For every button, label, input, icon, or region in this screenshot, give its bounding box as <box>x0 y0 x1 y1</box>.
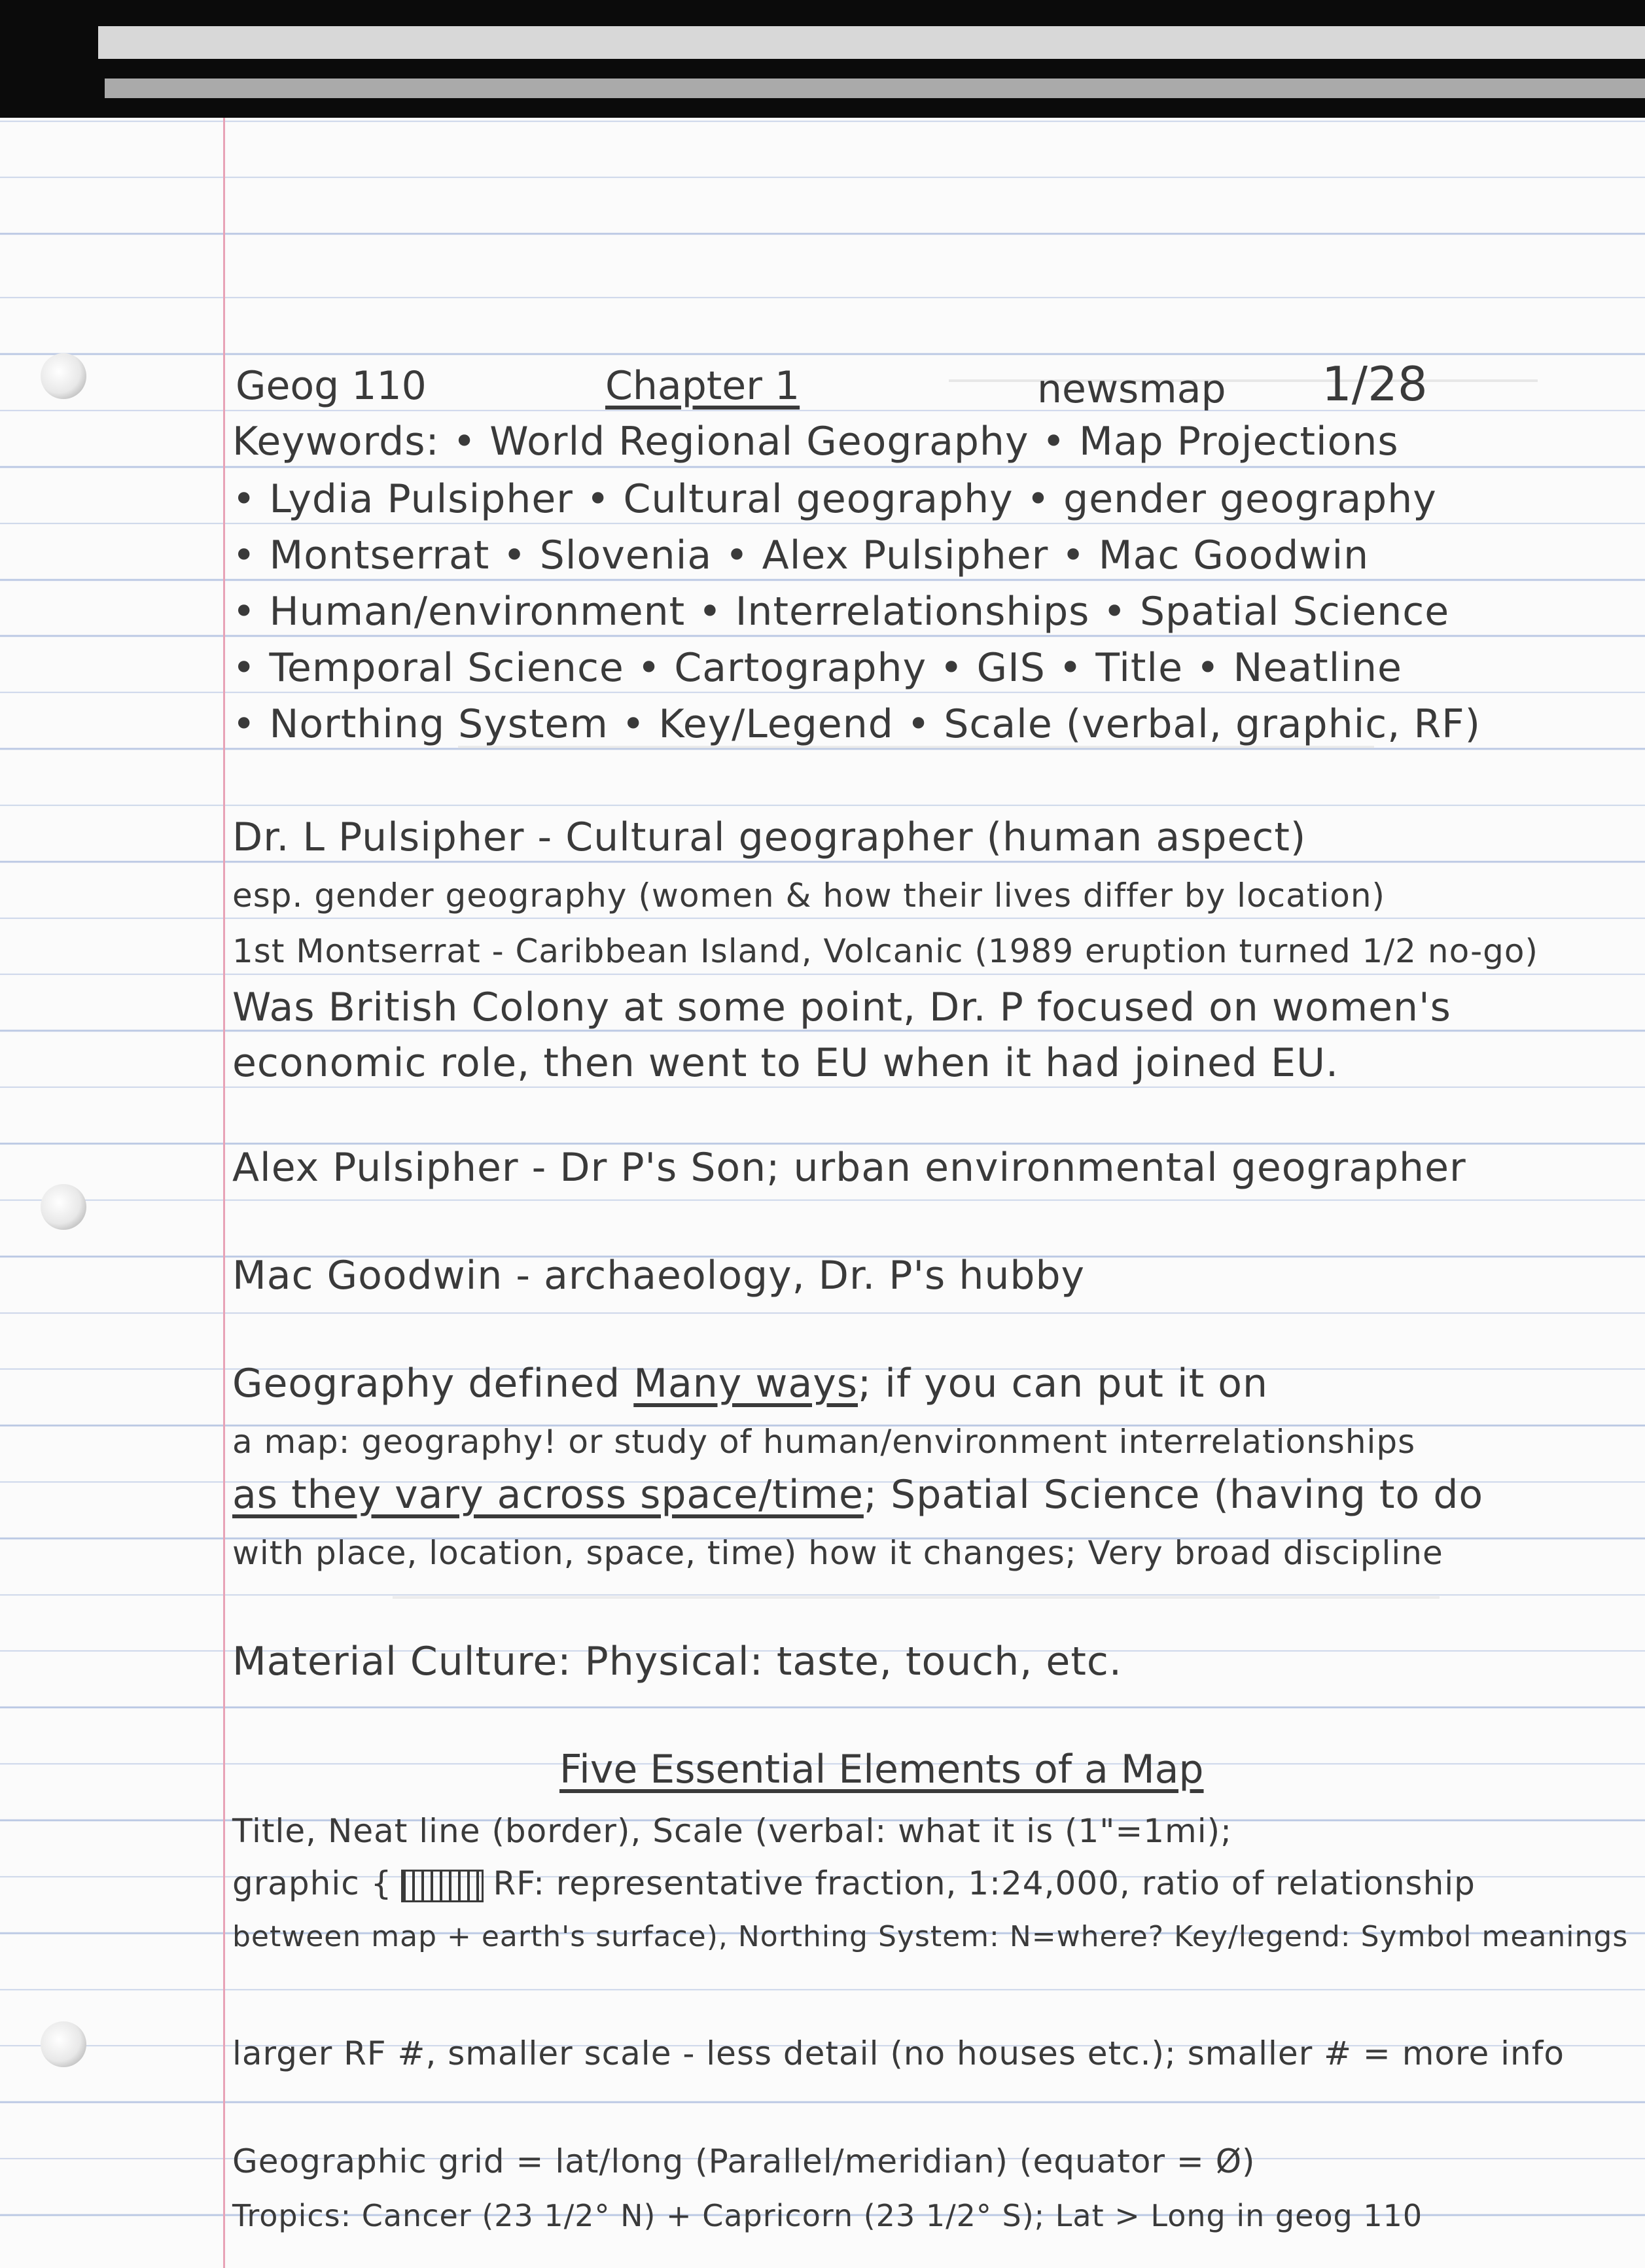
tropics-line: Tropics: Cancer (23 1/2° N) + Capricorn (23 1/2° S); Lat > Long in geog 110 <box>232 2198 1423 2233</box>
keywords-item: • World Regional Geography • Map Projections <box>452 419 1399 464</box>
paper-stack-edge <box>98 26 1645 59</box>
spatial-science-text: ; Spatial Science (having to do <box>863 1472 1484 1518</box>
binder-hole-bottom <box>41 2021 86 2067</box>
five-elements-line-1: Title, Neat line (border), Scale (verbal: what it is (1"=1mi); <box>232 1812 1232 1850</box>
keywords-row-4: • Human/environment • Interrelationships • Spatial Science <box>232 589 1450 635</box>
date-label: 1/28 <box>1322 357 1428 411</box>
note-line: 1st Montserrat - Caribbean Island, Volcanic (1989 eruption turned 1/2 no-go) <box>232 932 1538 970</box>
binder-hole-top <box>41 353 86 399</box>
five-elements-line-2 <box>232 1864 1476 1902</box>
graphic-label: graphic { <box>232 1864 393 1902</box>
five-elements-line-3: between map + earth's surface), Northing System: N=where? Key/legend: Symbol meanings <box>232 1920 1629 1953</box>
space-time-emphasis: as they vary across space/time <box>232 1472 864 1518</box>
scanner-edge <box>0 0 1645 121</box>
geography-defined-line-1 <box>232 1361 1268 1406</box>
note-line: Dr. L Pulsipher - Cultural geographer (human aspect) <box>232 814 1307 860</box>
many-ways-emphasis: Many ways <box>633 1361 858 1406</box>
keywords-row-2: • Lydia Pulsipher • Cultural geography • gender geography <box>232 476 1437 522</box>
binder-hole-middle <box>41 1184 86 1230</box>
keywords-row-6: • Northing System • Key/Legend • Scale (verbal, graphic, RF) <box>232 701 1481 747</box>
geography-defined-line-3 <box>232 1472 1483 1518</box>
bleed-through-stroke <box>393 1570 1440 1599</box>
keywords-row-1 <box>232 419 1399 464</box>
geography-defined-rest: ; if you can put it on <box>857 1361 1269 1406</box>
geographic-grid-line: Geographic grid = lat/long (Parallel/meridian) (equator = Ø) <box>232 2142 1256 2180</box>
keywords-label: Keywords: <box>232 419 440 464</box>
chapter-title: Chapter 1 <box>605 363 800 409</box>
geography-defined-line-2: a map: geography! or study of human/environment interrelationships <box>232 1423 1416 1461</box>
course-label: Geog 110 <box>236 363 427 409</box>
geography-defined-line-4: with place, location, space, time) how it changes; Very broad discipline <box>232 1534 1443 1572</box>
keywords-row-5: • Temporal Science • Cartography • GIS • Title • Neatline <box>232 645 1402 691</box>
note-line-mac: Mac Goodwin - archaeology, Dr. P's hubby <box>232 1253 1086 1299</box>
rf-definition: RF: representative fraction, 1:24,000, ratio of relationship <box>493 1864 1476 1902</box>
paper-stack-edge-lower <box>105 79 1645 98</box>
newsmap-label: newsmap <box>1037 366 1226 412</box>
five-elements-heading: Five Essential Elements of a Map <box>559 1747 1204 1792</box>
material-culture-line: Material Culture: Physical: taste, touch, etc. <box>232 1639 1122 1684</box>
note-line: Was British Colony at some point, Dr. P focused on women's <box>232 985 1451 1030</box>
note-line-alex: Alex Pulsipher - Dr P's Son; urban environmental geographer <box>232 1145 1466 1191</box>
rf-note-line: larger RF #, smaller scale - less detail (no houses etc.); smaller # = more info <box>232 2034 1565 2072</box>
keywords-row-3: • Montserrat • Slovenia • Alex Pulsipher • Mac Goodwin <box>232 532 1370 578</box>
note-line: esp. gender geography (women & how their lives differ by location) <box>232 877 1386 915</box>
note-line: economic role, then went to EU when it had joined EU. <box>232 1040 1339 1086</box>
graphic-scale-sketch-icon <box>401 1870 484 1902</box>
geography-defined-lead: Geography defined <box>232 1361 634 1406</box>
margin-line <box>223 118 225 2268</box>
